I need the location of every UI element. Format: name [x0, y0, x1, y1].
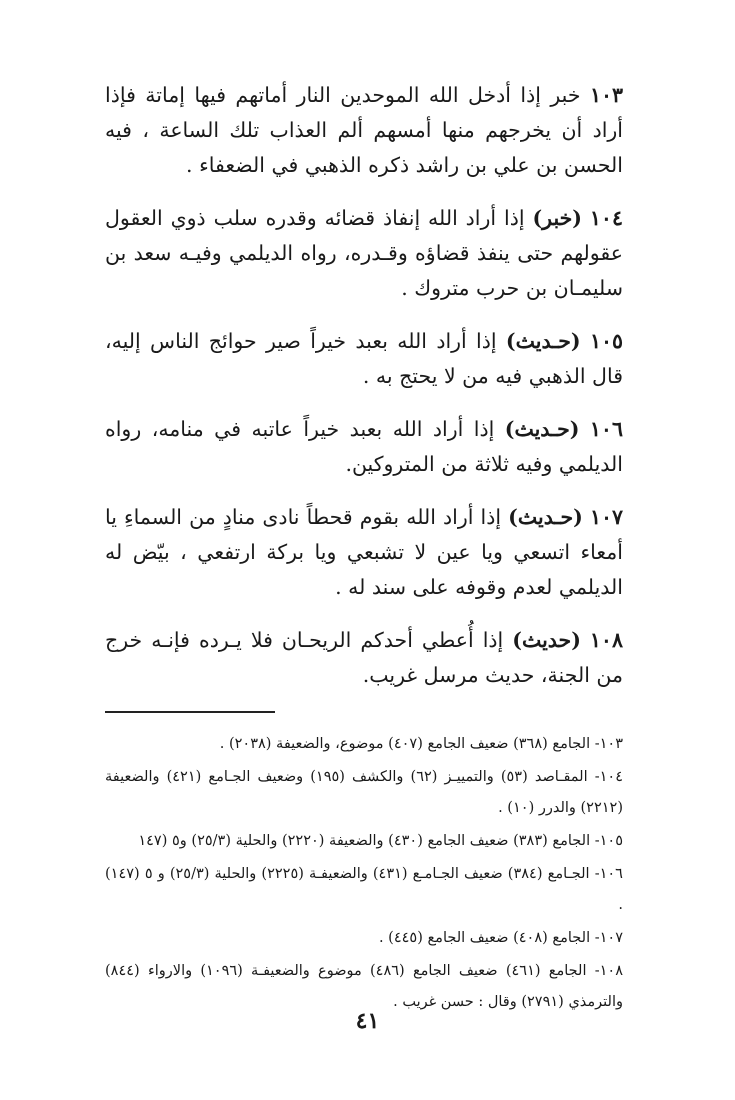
entry-tag: (خبر)	[532, 206, 583, 230]
footnote-text: الجامع (٣٦٨) ضعيف الجامع (٤٠٧) موضوع، والضعيفة (٢٠٣٨) .	[219, 736, 591, 752]
footnote	[105, 826, 623, 857]
entry-text: إذا أُعطي أحدكم الريحـان فلا يـرده فإنـه خرج من الجنة، حديث مرسل غريب.	[105, 628, 623, 687]
footnote-text: الجامع (٤٠٨) ضعيف الجامع (٤٤٥) .	[378, 930, 591, 946]
footnote-text: المقـاصد (٥٣) والتمييـز (٦٢) والكشف (١٩٥) وضعيف الجـامع (٤٢١) والضعيفة (٢٢١٢) والدرر (١٠) .	[105, 769, 623, 816]
hadith-entry	[105, 623, 623, 693]
hadith-entry	[105, 78, 623, 183]
entry-number: ١٠٣	[589, 83, 623, 107]
entry-text: خبر إذا أدخل الله الموحدين النار أماتهم فيها إماتة فإذا أراد أن يخرجهم منها أمسهم ألم العذاب تلك الساعة ، فيه الحسن بن علي بن راشد ذكره الذهبي في الضعفاء .	[105, 83, 623, 177]
footnote-number: ١٠٧-	[594, 930, 623, 946]
entry-tag: (حـديث)	[505, 329, 581, 353]
entry-number: ١٠٦	[589, 417, 623, 441]
footnote-text: الجـامع (٣٨٤) ضعيف الجـامـع (٤٣١) والضعيفـة (٢٢٢٥) والحلية (٢٥/٣) و ٥ (١٤٧) .	[105, 866, 623, 913]
footnote-text: الجامع (٣٨٣) ضعيف الجامع (٤٣٠) والضعيفة (٢٢٢٠) والحلية (٢٥/٣) و٥ (١٤٧	[138, 833, 591, 849]
footnote	[105, 859, 623, 921]
entry-tag: (حـديث)	[508, 505, 583, 529]
footnote-number: ١٠٣-	[594, 736, 623, 752]
footnote-number: ١٠٥-	[594, 833, 623, 849]
entry-tag: (حديث)	[512, 628, 581, 652]
hadith-entry	[105, 412, 623, 482]
entry-number: ١٠٧	[589, 505, 623, 529]
hadith-entry	[105, 324, 623, 394]
footnote-number: ١٠٦-	[594, 866, 623, 882]
entry-number: ١٠٥	[589, 329, 623, 353]
entry-text: إذا أراد الله بعبد خيراً صير حوائج الناس إليه، قال الذهبي فيه من لا يحتج به .	[105, 329, 623, 388]
entry-number: ١٠٤	[589, 206, 623, 230]
entry-number: ١٠٨	[589, 628, 623, 652]
footnote	[105, 729, 623, 760]
footnote-number: ١٠٨-	[594, 963, 624, 979]
footnote	[105, 923, 623, 954]
footnote-number: ١٠٤-	[594, 769, 623, 785]
hadith-entry	[105, 500, 623, 605]
entry-text: إذا أراد الله بعبد خيراً عاتبه في منامه، رواه الديلمي وفيه ثلاثة من المتروكين.	[105, 417, 623, 476]
footnotes	[105, 729, 623, 1018]
footnote	[105, 762, 623, 824]
hadith-entry	[105, 201, 623, 306]
entry-text: إذا أراد الله بقوم قحطاً نادى منادٍ من السماءِ يا أمعاء اتسعي ويا عين لا تشبعي ويا بركة ارتفعي ، بيّض له الديلمي لعدم وقوفه على سند له .	[105, 505, 623, 599]
footnote-separator	[105, 711, 275, 713]
page-number: ٤١	[355, 1008, 380, 1034]
entry-tag: (حـديث)	[504, 417, 580, 441]
entry-text: إذا أراد الله إنفاذ قضائه وقدره سلب ذوي العقول عقولهم حتى ينفذ قضاؤه وقـدره، رواه الديلمي وفيـه سعد بن سليمـان بن حرب متروك .	[105, 206, 623, 300]
hadith-entries	[105, 78, 623, 693]
footnote-text: الجامع (٤٦١) ضعيف الجامع (٤٨٦) موضوع والضعيفـة (١٠٩٦) والارواء (٨٤٤) والترمذي (٢٧٩١) وقال : حسن غريب .	[105, 963, 623, 1010]
